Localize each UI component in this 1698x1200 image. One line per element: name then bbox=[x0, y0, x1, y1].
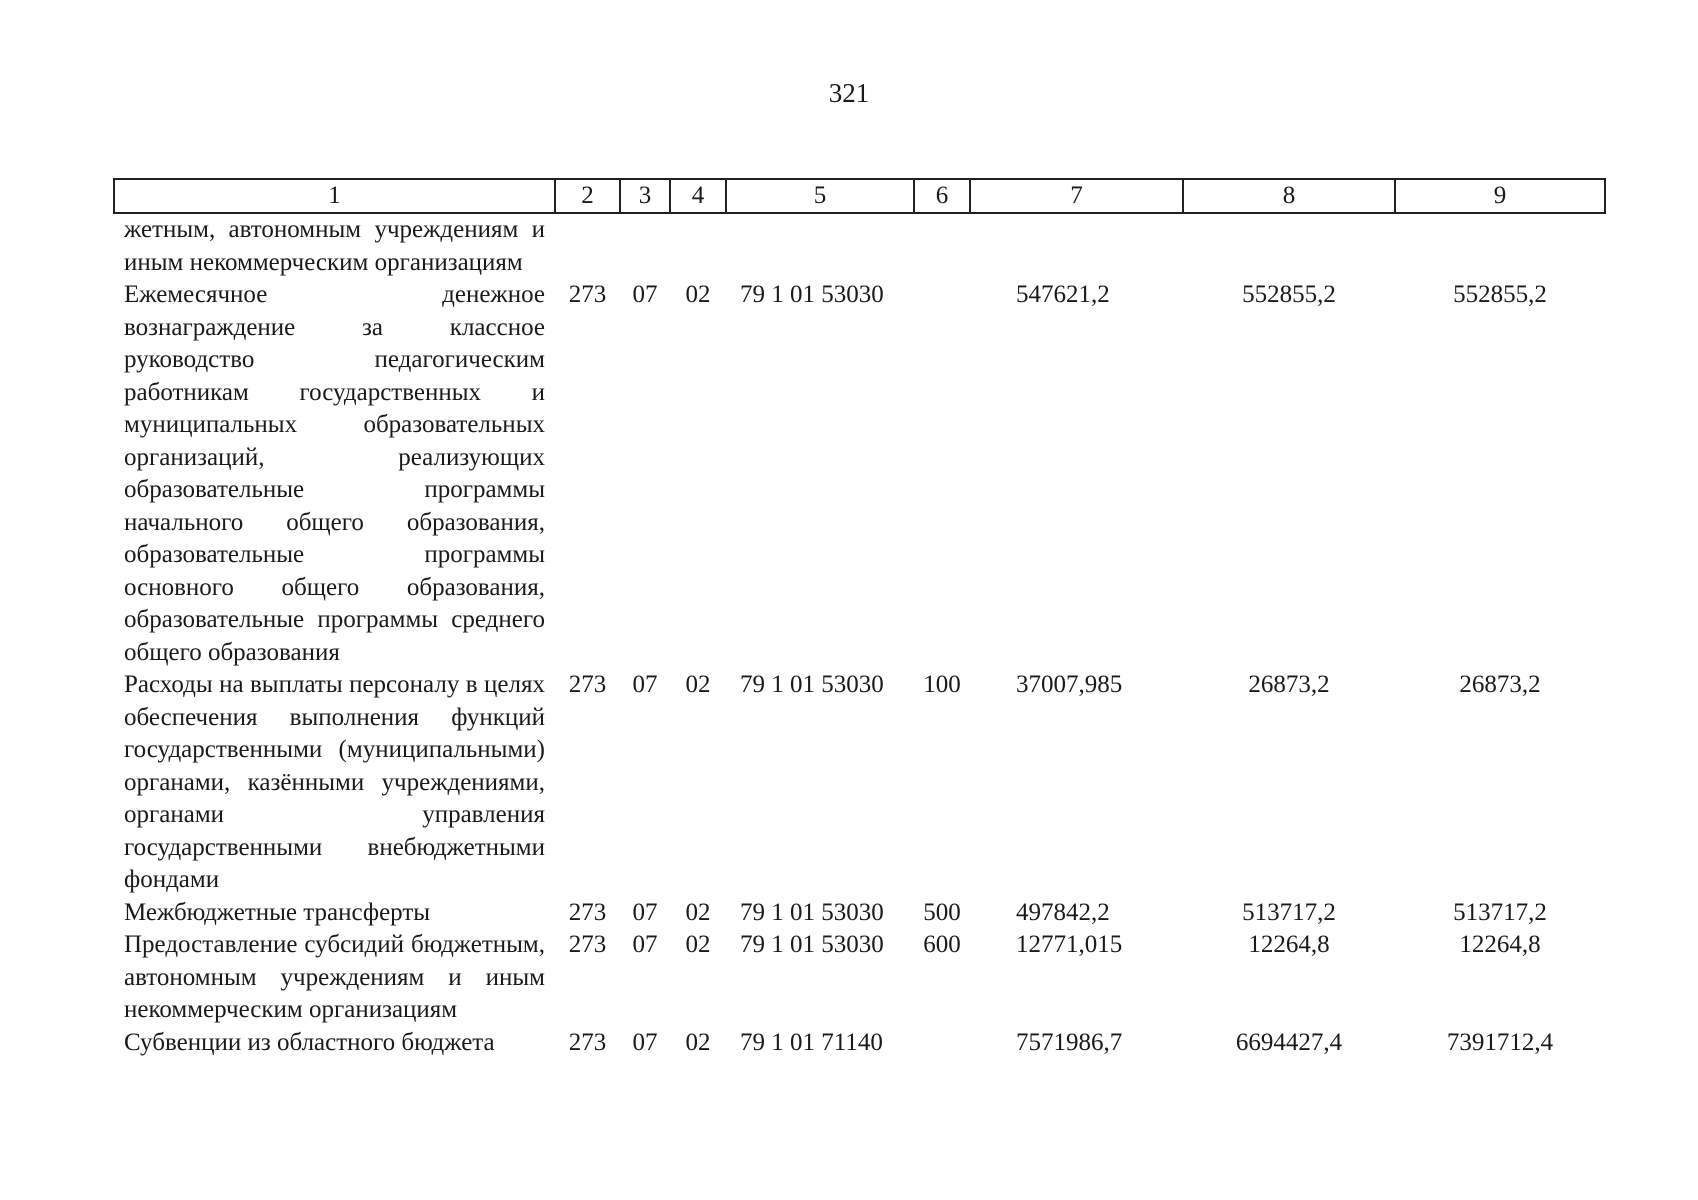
row-col8 bbox=[1183, 213, 1395, 279]
row-col8: 26873,2 bbox=[1248, 671, 1330, 698]
column-header-4: 4 bbox=[670, 179, 726, 213]
row-col2 bbox=[555, 213, 620, 279]
row-col5 bbox=[726, 213, 914, 279]
row-col3: 07 bbox=[632, 1028, 658, 1056]
row-col4: 02 bbox=[685, 1028, 711, 1056]
row-col7: 7571986,7 bbox=[1016, 1028, 1123, 1056]
row-col9: 26873,2 bbox=[1459, 671, 1541, 698]
row-col5: 79 1 01 53030 bbox=[740, 931, 884, 958]
column-header-5: 5 bbox=[726, 179, 914, 213]
row-col6: 600 bbox=[923, 931, 961, 958]
row-col7: 547621,2 bbox=[1016, 281, 1110, 308]
row-name: Ежемесячное денежное вознаграждение за классное руководство педагогическим работникам государственных и муниципальных образовательных организаций, реализующих образовательные программы начального общего образования, образовательные программы основного общего образования, образовательные программы среднего общего образования bbox=[124, 281, 545, 666]
column-header-6: 6 bbox=[914, 179, 970, 213]
row-col3: 07 bbox=[632, 898, 658, 926]
row-col4 bbox=[670, 213, 726, 279]
column-header-2: 2 bbox=[555, 179, 620, 213]
row-col7: 12771,015 bbox=[1016, 931, 1123, 958]
row-col5: 79 1 01 53030 bbox=[740, 671, 884, 698]
table-row bbox=[114, 897, 1605, 930]
row-col7: 497842,2 bbox=[1016, 898, 1110, 926]
row-col4: 02 bbox=[685, 898, 711, 926]
row-col2: 273 bbox=[568, 1028, 607, 1056]
row-col3: 07 bbox=[632, 281, 658, 308]
row-col5: 79 1 01 53030 bbox=[740, 898, 884, 926]
row-col2: 273 bbox=[568, 671, 607, 698]
row-col9: 7391712,4 bbox=[1446, 1028, 1554, 1056]
row-name: Предоставление субсидий бюджетным, автономным учреждениям и иным некоммерческим организациям bbox=[124, 931, 545, 1023]
row-col6 bbox=[914, 213, 970, 279]
row-col9: 513717,2 bbox=[1453, 898, 1547, 926]
row-col3 bbox=[620, 213, 670, 279]
row-col8: 6694427,4 bbox=[1235, 1028, 1343, 1056]
row-col8: 513717,2 bbox=[1242, 898, 1336, 926]
row-name: Межбюджетные трансферты bbox=[124, 898, 431, 926]
row-col4: 02 bbox=[685, 671, 711, 698]
row-col7: 37007,985 bbox=[1016, 671, 1123, 698]
column-header-9: 9 bbox=[1395, 179, 1605, 213]
row-col3: 07 bbox=[632, 931, 658, 958]
budget-table bbox=[113, 178, 1606, 1059]
row-name: жетным, автономным учреждениям и иным некоммерческим организациям bbox=[124, 216, 545, 276]
table-row bbox=[114, 1027, 1605, 1060]
header-row bbox=[114, 179, 1605, 213]
row-col9 bbox=[1395, 213, 1605, 279]
row-name: Расходы на выплаты персоналу в целях обеспечения выполнения функций государственными (муниципальными) органами, казёнными учреждениями, органами управления государственными внебюджетными фондами bbox=[124, 671, 545, 893]
row-col2: 273 bbox=[568, 898, 607, 926]
row-col2: 273 bbox=[568, 931, 607, 958]
row-col8: 12264,8 bbox=[1248, 931, 1330, 958]
table-row bbox=[114, 929, 1605, 1027]
row-col8: 552855,2 bbox=[1242, 281, 1336, 308]
table-row bbox=[114, 213, 1605, 279]
row-col4: 02 bbox=[685, 931, 711, 958]
row-col9: 552855,2 bbox=[1453, 281, 1547, 308]
table-row bbox=[114, 669, 1605, 897]
row-col6: 100 bbox=[923, 671, 961, 698]
row-col3: 07 bbox=[632, 671, 658, 698]
column-header-1: 1 bbox=[114, 179, 555, 213]
row-col6: 500 bbox=[923, 898, 961, 926]
row-col5: 79 1 01 71140 bbox=[740, 1028, 883, 1056]
table-row bbox=[114, 279, 1605, 669]
row-col4: 02 bbox=[685, 281, 711, 308]
column-header-7: 7 bbox=[970, 179, 1183, 213]
row-col6 bbox=[914, 279, 970, 669]
column-header-8: 8 bbox=[1183, 179, 1395, 213]
row-col2: 273 bbox=[568, 281, 607, 308]
row-col6 bbox=[914, 1027, 970, 1060]
row-name: Субвенции из областного бюджета bbox=[124, 1028, 495, 1056]
column-header-3: 3 bbox=[620, 179, 670, 213]
page-number: 321 bbox=[828, 78, 870, 108]
row-col5: 79 1 01 53030 bbox=[740, 281, 884, 308]
row-col9: 12264,8 bbox=[1459, 931, 1541, 958]
row-col7 bbox=[970, 213, 1183, 279]
